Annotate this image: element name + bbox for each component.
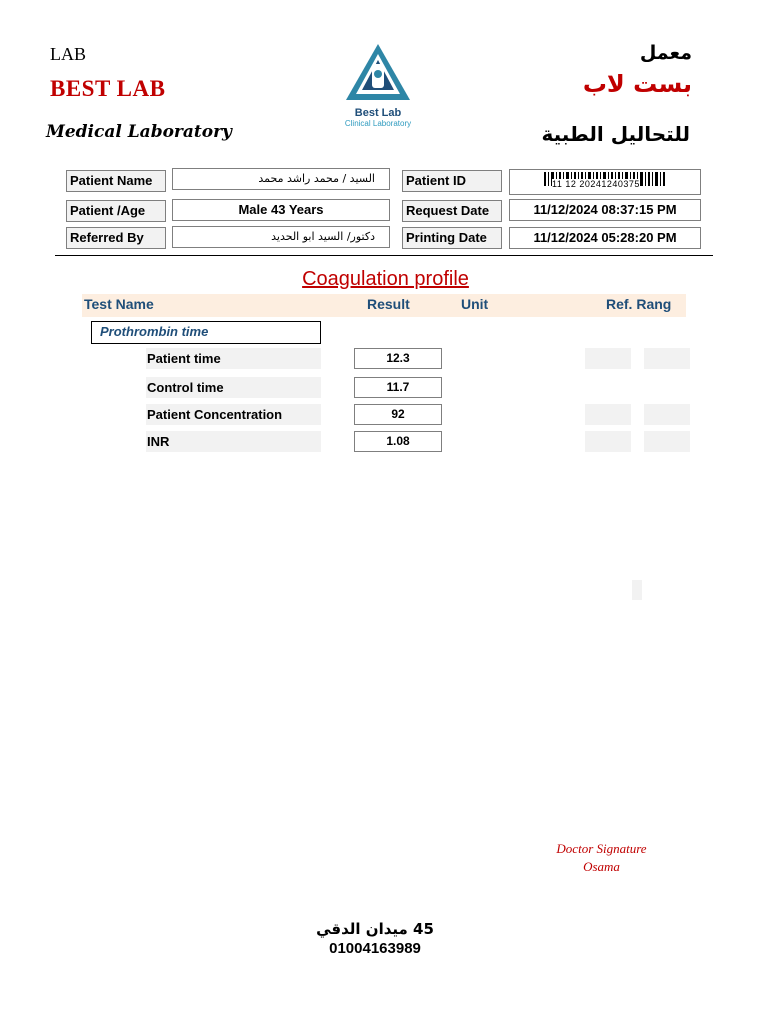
referred-by-value: دكتور/ السيد ابو الحديد [172, 226, 390, 248]
patient-id-barcode [509, 169, 701, 195]
test-name-patient-concentration: Patient Concentration [146, 404, 321, 425]
footer-phone: 01004163989 [329, 940, 421, 957]
lab-subtitle-ar: للتحاليل الطبية [541, 122, 690, 146]
section-prothrombin-time: Prothrombin time [91, 321, 321, 344]
patient-age-value: Male 43 Years [172, 199, 390, 221]
request-date-label: Request Date [402, 200, 502, 222]
ref-cell [644, 431, 690, 452]
referred-by-label: Referred By [66, 227, 166, 249]
logo-name: Best Lab [354, 107, 402, 119]
printing-date-value: 11/12/2024 05:28:20 PM [509, 227, 701, 249]
doctor-signature [0, 840, 768, 876]
ref-cell [644, 348, 690, 369]
col-ref-range: Ref. Rang [606, 296, 672, 312]
test-name-inr: INR [146, 431, 321, 452]
footer-contact [0, 920, 750, 958]
results-table-header [82, 294, 686, 317]
request-date-value: 11/12/2024 08:37:15 PM [509, 199, 701, 221]
result-inr: 1.08 [354, 431, 442, 452]
patient-age-label: Patient /Age [66, 200, 166, 222]
col-result: Result [367, 296, 410, 312]
lab-logo [338, 42, 418, 132]
patient-id-value: 11 12 20241240375 [552, 179, 640, 189]
result-patient-concentration: 92 [354, 404, 442, 425]
test-name-patient-time: Patient time [146, 348, 321, 369]
patient-name-label: Patient Name [66, 170, 166, 192]
patient-name-value: السيد / محمد راشد محمد [172, 168, 390, 190]
col-test-name: Test Name [84, 296, 154, 312]
header-divider [55, 255, 713, 256]
lab-name-ar: بست لاب [582, 70, 692, 98]
ref-cell [585, 404, 631, 425]
signature-name: Osama [583, 859, 620, 874]
result-patient-time: 12.3 [354, 348, 442, 369]
lab-label-ar: معمل [639, 42, 692, 64]
report-title: Coagulation profile [302, 268, 469, 290]
col-unit: Unit [461, 296, 489, 312]
lab-label-en: LAB [50, 44, 86, 64]
lab-subtitle-en: Medical Laboratory [46, 122, 232, 142]
result-control-time: 11.7 [354, 377, 442, 398]
logo-triangle-icon [338, 42, 418, 102]
signature-label: Doctor Signature [556, 841, 647, 856]
patient-id-label: Patient ID [402, 170, 502, 192]
test-name-control-time: Control time [146, 377, 321, 398]
lab-name-en: BEST LAB [50, 76, 166, 101]
footer-address: 45 ميدان الدقي [316, 920, 434, 938]
blank-cell [632, 580, 642, 600]
ref-cell [585, 348, 631, 369]
printing-date-label: Printing Date [402, 227, 502, 249]
ref-cell [644, 404, 690, 425]
ref-cell [585, 431, 631, 452]
logo-subtitle: Clinical Laboratory [344, 119, 412, 128]
